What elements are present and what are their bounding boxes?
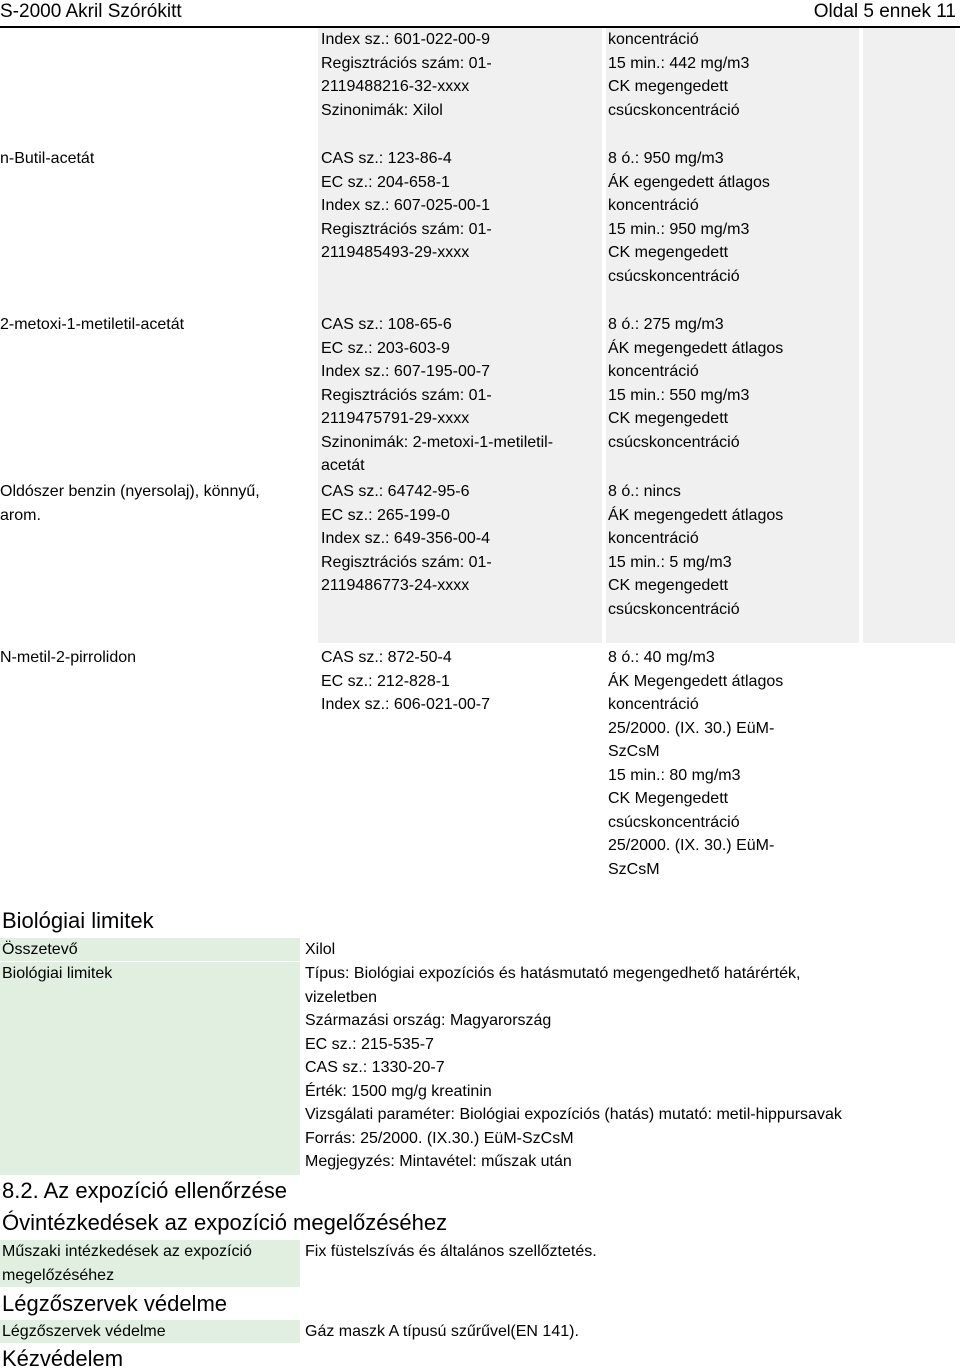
id-line: CAS sz.: 64742-95-6 <box>321 483 470 500</box>
name-line: n-Butil-acetát <box>0 150 95 167</box>
row-limits <box>608 147 770 288</box>
page-number: Oldal 5 ennek 11 <box>813 1 956 22</box>
bio-component-label: Összetevő <box>2 941 78 958</box>
id-line: CAS sz.: 872-50-4 <box>321 649 452 666</box>
document-title: S-2000 Akril Szórókitt <box>0 1 182 22</box>
respiratory-title: Légzőszervek védelme <box>2 1291 228 1316</box>
bio-line: Típus: Biológiai expozíciós és hatásmutató megengedhető határérték, <box>305 965 801 982</box>
limit-line: 15 min.: 550 mg/m3 <box>608 386 750 404</box>
id-line: 2119485493-29-xxxx <box>321 244 470 261</box>
row-ids <box>321 480 492 598</box>
id-line: Index sz.: 606-021-00-7 <box>321 696 490 713</box>
section-82-title: 8.2. Az expozíció ellenőrzése <box>2 1178 287 1203</box>
limit-line: 8 ó.: 275 mg/m3 <box>608 316 724 333</box>
id-line: EC sz.: 265-199-0 <box>321 506 450 524</box>
substance-name <box>0 480 260 527</box>
limit-line: 15 min.: 950 mg/m3 <box>608 220 750 238</box>
bio-limits-label: Biológiai limitek <box>2 965 113 982</box>
row-limits <box>608 646 783 881</box>
limit-line: csúcskoncentráció <box>608 600 740 618</box>
limit-line: 8 ó.: nincs <box>608 483 681 500</box>
tech-measures-value: Fix füstelszívás és általános szellőztetés. <box>305 1243 597 1260</box>
limit-line: 25/2000. (IX. 30.) EüM- <box>608 837 775 854</box>
id-line: Index sz.: 601-022-00-9 <box>321 31 490 48</box>
id-line: CAS sz.: 108-65-6 <box>321 316 452 333</box>
id-line: EC sz.: 204-658-1 <box>321 173 450 191</box>
respiratory-label: Légzőszervek védelme <box>2 1323 166 1340</box>
bio-component-value: Xilol <box>305 941 336 958</box>
limit-line: SzCsM <box>608 860 660 878</box>
bio-line: Megjegyzés: Mintavétel: műszak után <box>305 1153 572 1170</box>
limit-line: ÁK megengedett átlagos <box>608 339 784 357</box>
limit-line: ÁK megengedett átlagos <box>608 506 784 524</box>
id-line: 2119475791-29-xxxx <box>321 410 470 427</box>
row-limits <box>608 313 783 454</box>
hand-protection-title: Kézvédelem <box>2 1346 124 1371</box>
limit-line: CK megengedett <box>608 78 729 95</box>
respiratory-value: Gáz maszk A típusú szűrűvel(EN 141). <box>305 1323 579 1340</box>
limit-line: CK Megengedett <box>608 790 729 807</box>
id-line: Index sz.: 607-025-00-1 <box>321 197 490 214</box>
bio-line: Származási ország: Magyarország <box>305 1012 552 1029</box>
bio-section-title: Biológiai limitek <box>2 908 154 933</box>
id-line: Regisztrációs szám: 01- <box>321 553 492 571</box>
extra-column-bg <box>863 28 955 643</box>
limit-line: koncentráció <box>608 696 699 713</box>
limit-line: CK megengedett <box>608 577 729 594</box>
limit-line: koncentráció <box>608 31 699 48</box>
limit-line: koncentráció <box>608 530 699 547</box>
substance-name <box>0 313 184 337</box>
limit-line: 8 ó.: 950 mg/m3 <box>608 150 724 167</box>
row-limits <box>608 480 783 621</box>
bio-line: vizeletben <box>305 988 378 1006</box>
limit-line: koncentráció <box>608 197 699 214</box>
row-limits <box>608 28 749 122</box>
bio-line: Vizsgálati paraméter: Biológiai expozíciós (hatás) mutató: metil-hippursavak <box>305 1106 842 1123</box>
limit-line: CK megengedett <box>608 410 729 427</box>
limit-line: csúcskoncentráció <box>608 101 740 119</box>
name-line: arom. <box>0 506 41 524</box>
limit-line: koncentráció <box>608 363 699 380</box>
id-line: 2119486773-24-xxxx <box>321 577 470 594</box>
id-line: Regisztrációs szám: 01- <box>321 54 492 72</box>
substance-name <box>0 147 94 171</box>
limit-line: 25/2000. (IX. 30.) EüM- <box>608 719 775 737</box>
limit-line: 15 min.: 442 mg/m3 <box>608 54 750 72</box>
name-line: N-metil-2-pirrolidon <box>0 649 137 666</box>
id-line: 2119488216-32-xxxx <box>321 78 470 95</box>
bio-line: CAS sz.: 1330-20-7 <box>305 1059 445 1076</box>
row-ids <box>321 313 553 478</box>
limit-line: ÁK egengedett átlagos <box>608 173 770 191</box>
id-line: EC sz.: 203-603-9 <box>321 339 450 357</box>
row-ids <box>321 28 492 122</box>
id-line: acetát <box>321 457 365 474</box>
tech-label-line: megelőzéséhez <box>2 1266 115 1284</box>
limit-line: 8 ó.: 40 mg/m3 <box>608 649 715 666</box>
tech-measures-label <box>2 1240 252 1287</box>
tech-label-line: Műszaki intézkedések az expozíció <box>2 1243 252 1260</box>
bio-line: Forrás: 25/2000. (IX.30.) EüM-SzCsM <box>305 1129 574 1147</box>
id-line: Index sz.: 649-356-00-4 <box>321 530 490 547</box>
limit-line: CK megengedett <box>608 244 729 261</box>
limit-line: ÁK Megengedett átlagos <box>608 672 784 690</box>
id-line: Regisztrációs szám: 01- <box>321 220 492 238</box>
id-line: EC sz.: 212-828-1 <box>321 672 450 690</box>
limit-line: 15 min.: 80 mg/m3 <box>608 766 741 784</box>
bio-line: EC sz.: 215-535-7 <box>305 1035 434 1053</box>
bio-line: Érték: 1500 mg/g kreatinin <box>305 1082 492 1100</box>
bio-limits-details <box>305 962 842 1174</box>
row-ids <box>321 147 492 265</box>
limit-line: csúcskoncentráció <box>608 433 740 451</box>
section-82-subtitle: Óvintézkedések az expozíció megelőzéséhez <box>2 1210 448 1235</box>
id-line: CAS sz.: 123-86-4 <box>321 150 452 167</box>
id-line: Szinonimák: Xilol <box>321 101 443 119</box>
name-line: 2-metoxi-1-metiletil-acetát <box>0 316 185 333</box>
id-line: Szinonimák: 2-metoxi-1-metiletil- <box>321 433 554 451</box>
limit-line: csúcskoncentráció <box>608 813 740 831</box>
row-ids <box>321 646 490 717</box>
limit-line: 15 min.: 5 mg/m3 <box>608 553 732 571</box>
limit-line: csúcskoncentráció <box>608 267 740 285</box>
id-line: Index sz.: 607-195-00-7 <box>321 363 490 380</box>
name-line: Oldószer benzin (nyersolaj), könnyű, <box>0 483 260 500</box>
limit-line: SzCsM <box>608 743 660 760</box>
substance-name <box>0 646 136 670</box>
id-line: Regisztrációs szám: 01- <box>321 386 492 404</box>
